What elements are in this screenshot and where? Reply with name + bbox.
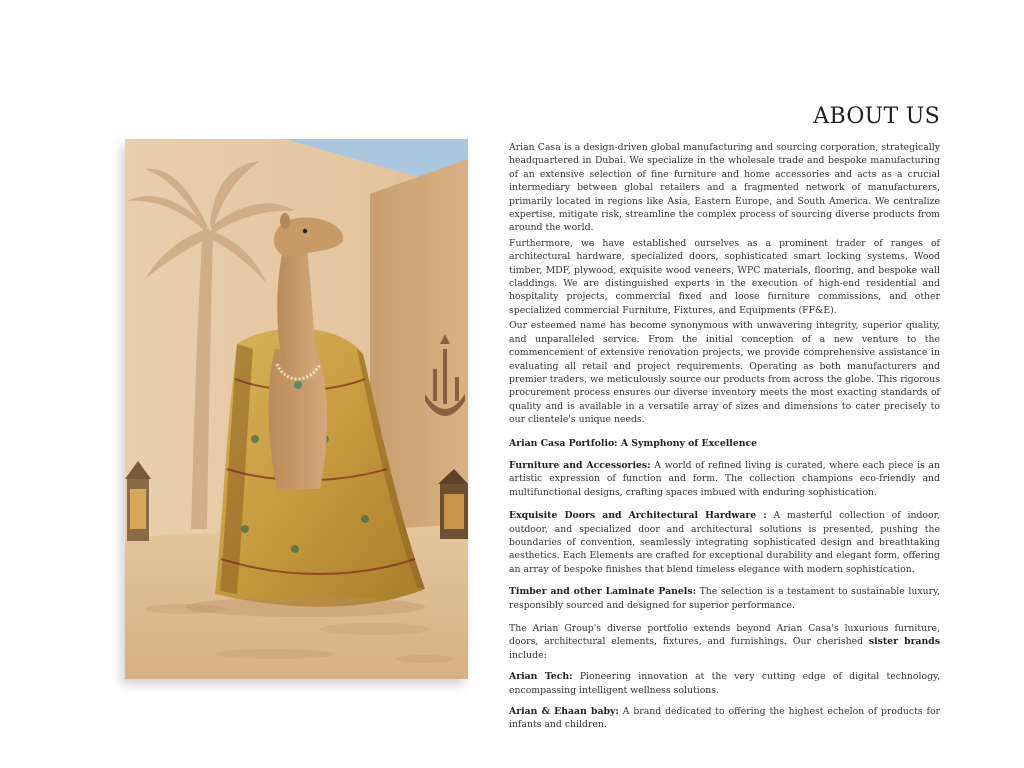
page-title: ABOUT US	[813, 104, 940, 129]
sister-brand-text: Pioneering innovation at the very cutting edge of digital technology, encompassing intelligent wellness solutions.	[509, 671, 940, 696]
group-text-end: include:	[509, 649, 547, 661]
portfolio-heading: Arian Casa Portfolio: A Symphony of Excellence	[509, 437, 758, 449]
intro-paragraph: Arian Casa is a design-driven global manufacturing and sourcing corporation, strategically headquartered in Dubai. We specialize in the wholesale trade and bespoke manufacturing of an extensive selection of fine furniture and home accessories and acts as a crucial intermediary between global retailers and a fragmented network of manufacturers, primarily located in regions like Asia, Eastern Europe, and South America. We centralize expertise, mitigate risk, streamline the complex process of sourcing diverse products from around the world.	[509, 142, 940, 234]
sister-brand-label: Arian Tech:	[509, 671, 573, 683]
portfolio-item-text: A masterful collection of indoor, outdoor, and specialized door and architectural solutions is presented, pushing the boundaries of convention, seamlessly integrating sophisticated design and breathtaking aesthetics. Each Elements are crafted for exceptional durability and elegant form, offering an array of bespoke finishes that blend timeless elegance with modern sophistication.	[509, 510, 940, 575]
group-paragraph	[509, 622, 940, 662]
portfolio-item-label: Furniture and Accessories:	[509, 459, 651, 471]
intro-paragraph: Furthermore, we have established ourselves as a prominent trader of ranges of architectural hardware, specialized doors, sophisticated smart locking systems, Wood timber, MDF, plywood, exquisite wood veneers, WPC materials, flooring, and bespoke wall claddings. We are distinguished experts in the execution of high-end residential and hospitality projects, commercial fixed and loose furniture commissions, and other specialized commercial Furniture, Fixtures, and Equipments (FF&E).	[509, 237, 940, 316]
group-text: The Arian Group's diverse portfolio extends beyond Arian Casa's luxurious furniture, doors, architectural elements, fixtures, and furnishings. Our cherished	[509, 623, 940, 648]
sister-brands-highlight: sister brands	[868, 636, 941, 648]
portfolio-item	[509, 459, 940, 499]
camel-illustration	[125, 139, 468, 679]
sister-brand-text: A brand dedicated to offering the highest echelon of products for infants and children.	[509, 706, 940, 731]
about-content	[509, 141, 940, 732]
portfolio-item	[509, 509, 940, 576]
sister-brand-item	[509, 705, 940, 732]
portfolio-item-text: The selection is a testament to sustainable luxury, responsibly sourced and designed for superior performance.	[509, 586, 940, 611]
sister-brand-item	[509, 670, 940, 697]
portfolio-item-text: A world of refined living is curated, where each piece is an artistic expression of function and form. The collection champions eco-friendly and multifunctional designs, crafting spaces imbued with enduring sophistication.	[509, 459, 941, 498]
sister-brand-label: Arian & Ehaan baby:	[509, 706, 619, 718]
portfolio-item-label: Exquisite Doors and Architectural Hardware :	[509, 510, 767, 522]
portfolio-item-label: Timber and other Laminate Panels:	[509, 586, 697, 598]
camel-photo	[125, 139, 468, 679]
portfolio-item	[509, 585, 940, 612]
intro-paragraph: Our esteemed name has become synonymous with unwavering integrity, superior quality, and unparalleled service. From the initial conception of a new venture to the commencement of extensive renovation projects, we provide comprehensive assistance in evaluating all retail and project requirements. Operating as both manufacturers and premier traders, we meticulously source our products from across the globe. This rigorous procurement process ensures our diverse inventory meets the most exacting standards of quality and is available in a versatile array of sizes and dimensions to cater precisely to our clientele's unique needs.	[509, 320, 940, 426]
